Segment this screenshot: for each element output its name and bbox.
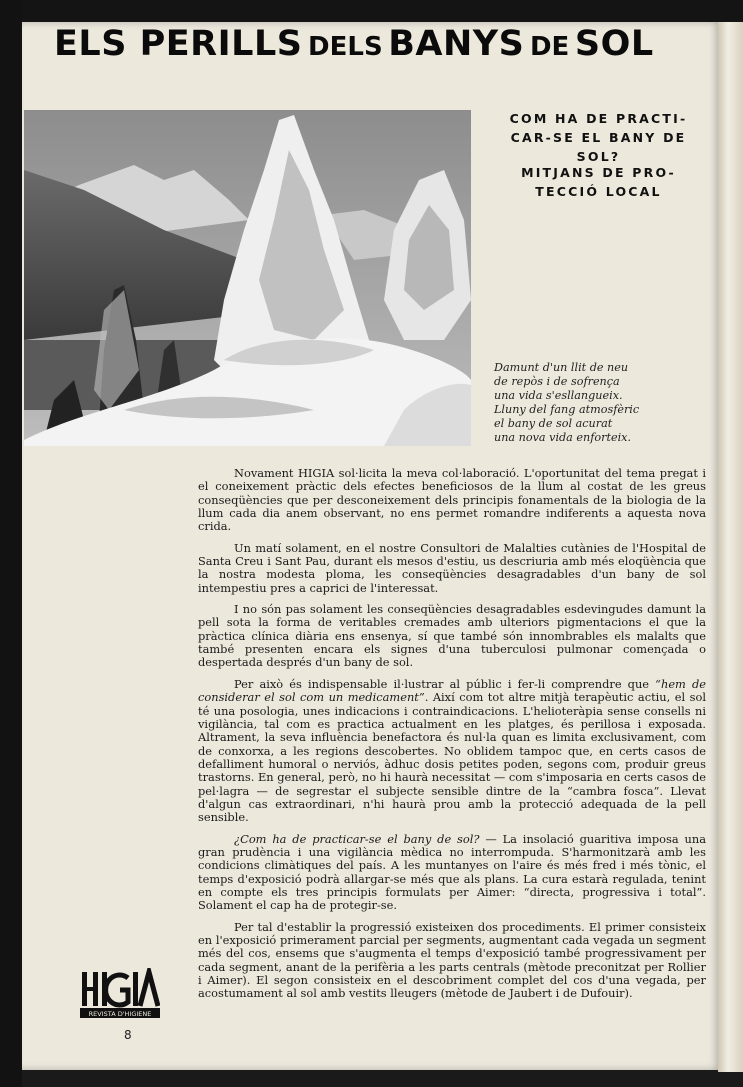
book-spine bbox=[718, 22, 743, 1072]
caption-line: una nova vida enforteix. bbox=[494, 431, 632, 444]
caption-line: una vida s'esllangueix. bbox=[494, 389, 623, 402]
sidebar-heading-line: MITJANS DE PRO- bbox=[521, 165, 676, 180]
page-title bbox=[54, 24, 704, 84]
sidebar-heading-1 bbox=[486, 109, 711, 166]
emphasis-text: “hem de considerar el sol com un medicament” bbox=[198, 676, 706, 705]
caption-line: Lluny del fang atmosfèric bbox=[494, 403, 640, 416]
title-word: DE bbox=[529, 32, 570, 62]
caption-line: el bany de sol acurat bbox=[494, 417, 613, 430]
scan-border-left bbox=[0, 0, 22, 1087]
sidebar-heading-line: CAR-SE EL BANY DE SOL? bbox=[510, 130, 687, 164]
paragraph-text: . Així com tot altre mitjà terapèutic actiu, el sol té una posologia, unes indicacions i contraindicacions. L'helioteràpia sense consells ni vigilància, tal com es practica actualment en les platges, és perillosa i exposada. Altrament, la seva influència benefactora és nul·la quan es limita exclusivament, com de conxorxa, a les regions descobertes. No oblidem tampoc que, en certs casos de defalliment humoral o nerviós, àdhuc dosis petites poden, segons com, produir greus trastorns. En general, però, no hi haurà necessitat — com s'imposaria en certs casos de pel·lagra — de segrestar el subjecte sensible dintre de la “cambra fosca”. Llevat d'algun cas extraordinari, n'hi haurà prou amb la protecció adequada de la pell sensible. bbox=[198, 690, 706, 825]
article-paragraph: I no són pas solament les conseqüències desagradables esdevingudes damunt la pell sota la forma de veritables cremades amb ulteriors pigmentacions el que la pràctica clínica diària ens ensenya, sí que també són innombrables els malalts que també presenten encara els signes d'una tuberculosi pulmonar començada o despertada després d'un bany de sol. bbox=[198, 602, 706, 670]
caption-line: de repòs i de sofrença bbox=[494, 375, 620, 388]
higia-logo bbox=[80, 968, 160, 1020]
title-word: DELS bbox=[308, 32, 383, 62]
paragraph-text: — La insolació guaritiva imposa una gran prudència i una vigilància mèdica no interrompuda. S'harmonitzarà amb les condicions climàtiques del país. A les muntanyes on l'aire és més fred i més tònic, el temps d'exposició podrà allargar-se més que als plans. La cura estarà regulada, tenint en compte els tres principis formulats per Aimer: “directa, progressiva i total”. Solament el cap ha de protegir-se. bbox=[198, 831, 706, 913]
paragraph-text: Per això és indispensable il·lustrar al públic i fer-li comprendre que bbox=[234, 676, 656, 691]
subheading-question: ¿Com ha de practicar-se el bany de sol? bbox=[234, 831, 480, 846]
snow-mountain-photo bbox=[24, 110, 471, 446]
article-paragraph bbox=[198, 678, 706, 825]
page-number: 8 bbox=[124, 1028, 132, 1042]
article-paragraph bbox=[198, 833, 706, 913]
title-word: BANYS bbox=[388, 24, 525, 64]
article-paragraph: Per tal d'establir la progressió existeixen dos procediments. El primer consisteix en l'exposició primerament parcial per segments, augmentant cada vegada un segment més del cos, ensems que s'augmenta el temps d'exposició també progressivament per cada segment, anant de la perifèria a les parts centrals (mètode preconitzat per Rollier i Aimer). El segon consisteix en el descobriment complet del cos d'una vegada, per acostumament al sol amb vestits lleugers (mètode de Jaubert i de Dufouir). bbox=[198, 919, 706, 1001]
title-word: SOL bbox=[574, 24, 654, 64]
photo-caption bbox=[494, 361, 694, 445]
article-paragraph: Novament HIGIA sol·licita la meva col·laboració. L'oportunitat del tema pregat i el coneixement pràctic dels efectes beneficiosos de la llum al costat de les greus conseqüències que per desconeixement dels principis fonamentals de la biologia de la llum cada dia anem observant, no ens permet romandre indiferents a aquesta nova crida. bbox=[198, 466, 706, 534]
logo-subtitle: REVISTA D'HIGIENE bbox=[88, 1010, 152, 1018]
sidebar-heading-line: COM HA DE PRACTI- bbox=[509, 111, 688, 126]
caption-line: Damunt d'un llit de neu bbox=[494, 361, 629, 374]
article-body bbox=[198, 467, 706, 1009]
sidebar-heading-2 bbox=[486, 163, 711, 201]
title-word: ELS PERILLS bbox=[54, 24, 303, 64]
sidebar-heading-line: TECCIÓ LOCAL bbox=[535, 184, 662, 199]
scan-border-top bbox=[0, 0, 743, 22]
article-paragraph: Un matí solament, en el nostre Consultori de Malalties cutànies de l'Hospital de Santa Creu i Sant Pau, durant els mesos d'estiu, us descriuria amb més eloqüència que la nostra modesta ploma, les conseqüències desagradables d'un bany de sol intempestiu pres a caprici de l'interessat. bbox=[198, 540, 706, 595]
